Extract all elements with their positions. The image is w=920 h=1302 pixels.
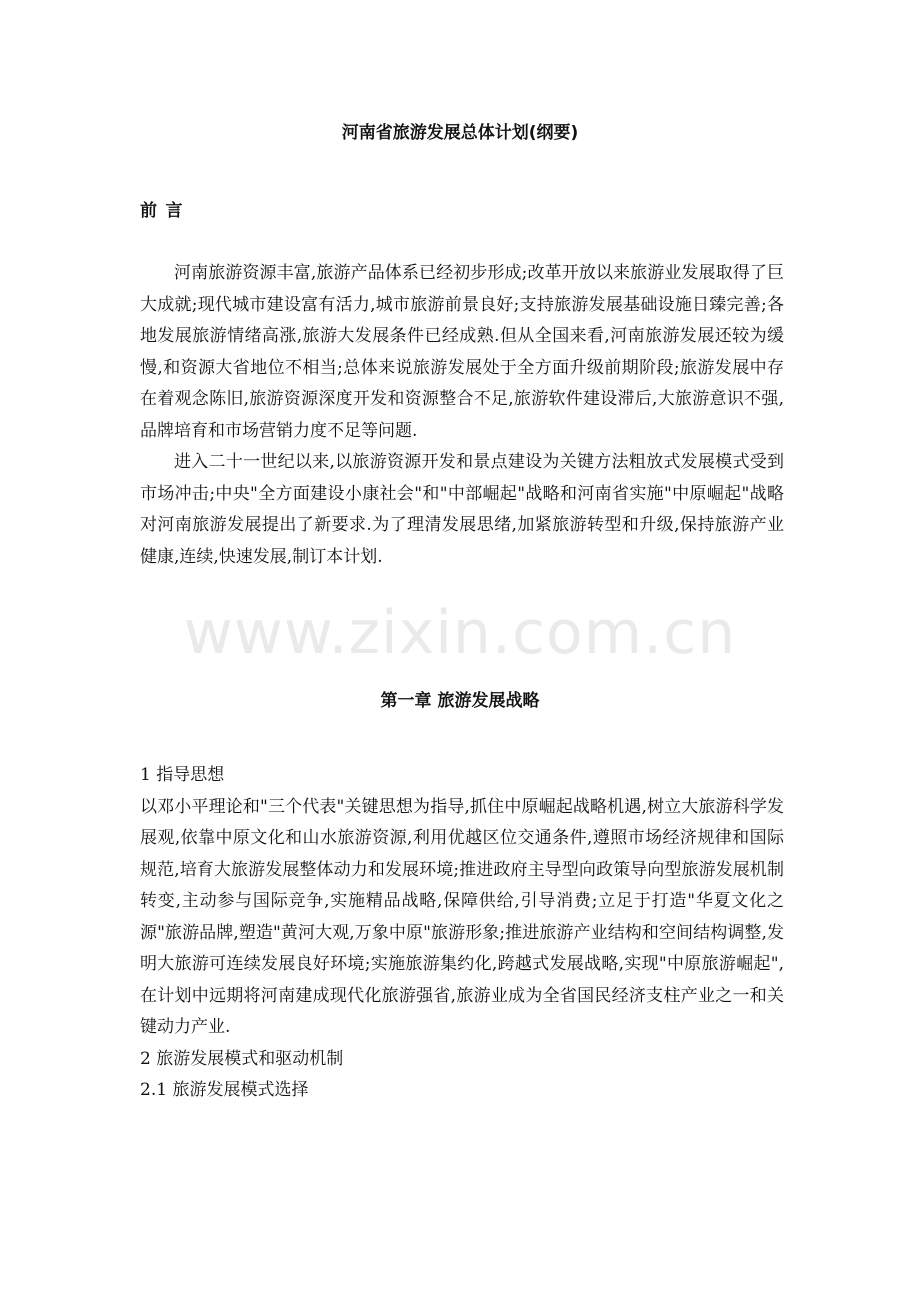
section-1-heading: 1 指导思想 [140, 765, 225, 785]
section-1-body: 以邓小平理论和"三个代表"关键思想为指导,抓住中原崛起战略机遇,树立大旅游科学发展观,依靠中原文化和山水旅游资源,利用优越区位交通条件,遵照市场经济规律和国际规范,培育大旅游发展整体动力和发展环境;推进政府主导型向政策导向型旅游发展机制转变,主动参与国际竞争,实施精品战略,保障供给,引导消费;立足于打造"华夏文化之源"旅游品牌,塑造"黄河大观,万象中原"旅游形象;推进旅游产业结构和空间结构调整,发明大旅游可连续发展良好环境;实施旅游集约化,跨越式发展战略,实现"中原旅游崛起",在计划中远期将河南建成现代化旅游强省,旅游业成为全省国民经济支柱产业之一和关键动力产业. [140, 796, 784, 1037]
chapter-title: 第一章 旅游发展战略 [380, 691, 540, 711]
document-title: 河南省旅游发展总体计划(纲要) [341, 123, 579, 143]
preface-block [140, 258, 784, 573]
chapter-block [140, 760, 784, 1107]
watermark: www.zixin.com.cn [183, 598, 737, 668]
preface-paragraph-2: 进入二十一世纪以来,以旅游资源开发和景点建设为关键方法粗放式发展模式受到市场冲击;中央"全方面建设小康社会"和"中部崛起"战略和河南省实施"中原崛起"战略对河南旅游发展提出了新要求.为了理清发展思绪,加紧旅游转型和升级,保持旅游产业健康,连续,快速发展,制订本计划. [140, 452, 784, 567]
preface-heading: 前言 [140, 201, 191, 221]
preface-paragraph-1: 河南旅游资源丰富,旅游产品体系已经初步形成;改革开放以来旅游业发展取得了巨大成就;现代城市建设富有活力,城市旅游前景良好;支持旅游发展基础设施日臻完善;各地发展旅游情绪高涨,旅游大发展条件已经成熟.但从全国来看,河南旅游发展还较为缓慢,和资源大省地位不相当;总体来说旅游发展处于全方面升级前期阶段;旅游发展中存在着观念陈旧,旅游资源深度开发和资源整合不足,旅游软件建设滞后,大旅游意识不强,品牌培育和市场营销力度不足等问题. [140, 263, 784, 441]
section-2-1-heading: 2.1 旅游发展模式选择 [140, 1080, 309, 1100]
section-2-heading: 2 旅游发展模式和驱动机制 [140, 1048, 344, 1069]
